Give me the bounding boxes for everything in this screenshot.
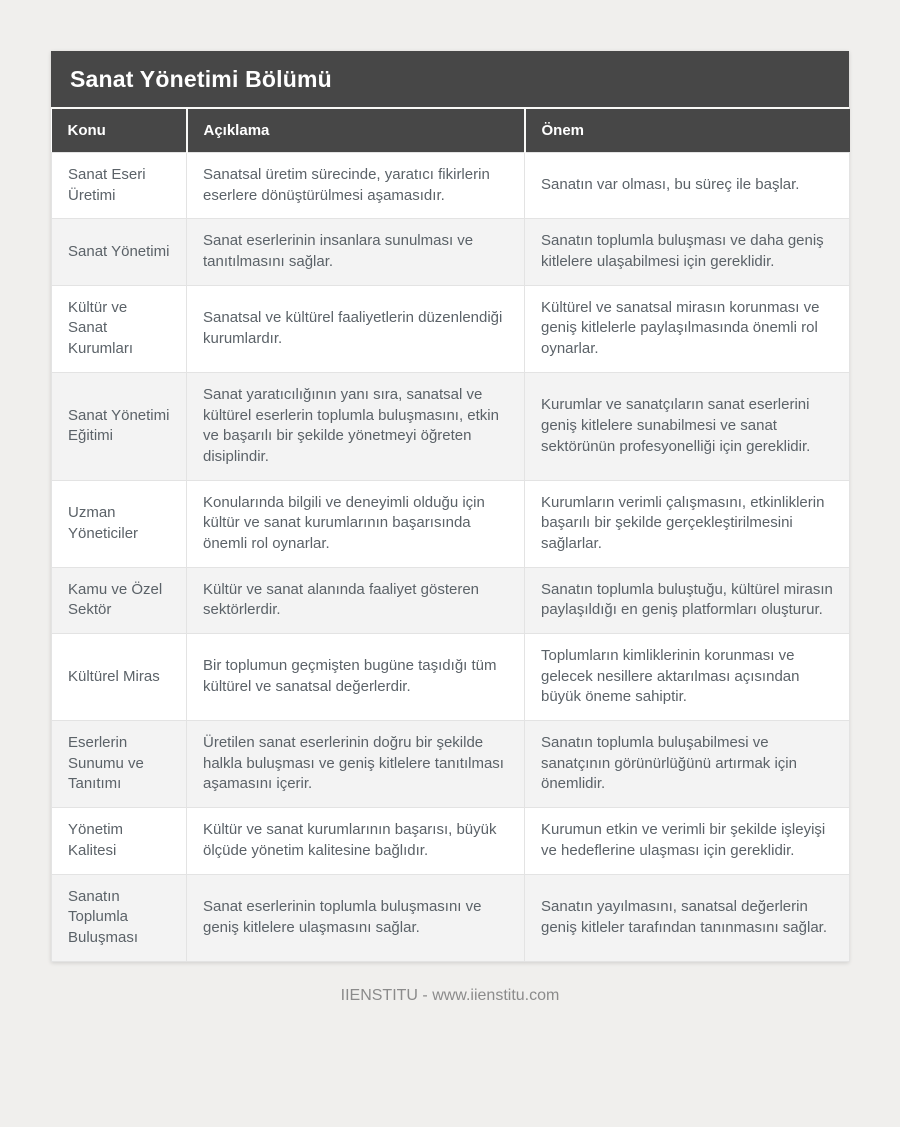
cell-aciklama: Kültür ve sanat kurumlarının başarısı, büyük ölçüde yönetim kalitesine bağlıdır. [187,808,525,874]
cell-aciklama: Sanat eserlerinin insanlara sunulması ve tanıtılmasını sağlar. [187,219,525,285]
cell-onem: Kurumun etkin ve verimli bir şekilde işleyişi ve hedeflerine ulaşması için gereklidir. [525,808,850,874]
column-header-konu: Konu [52,109,187,153]
header-row [52,109,850,153]
table-row [52,153,850,219]
topics-table [51,109,850,962]
cell-onem: Toplumların kimliklerinin korunması ve gelecek nesillere aktarılması açısından büyük öneme sahiptir. [525,634,850,721]
cell-konu: Kamu ve Özel Sektör [52,567,187,633]
cell-konu: Kültürel Miras [52,634,187,721]
table-row [52,721,850,808]
cell-aciklama: Sanatsal ve kültürel faaliyetlerin düzenlendiği kurumlardır. [187,285,525,372]
cell-aciklama: Üretilen sanat eserlerinin doğru bir şekilde halkla buluşması ve geniş kitlelere tanıtılması aşamasını içerir. [187,721,525,808]
cell-konu: Kültür ve Sanat Kurumları [52,285,187,372]
cell-konu: Sanatın Toplumla Buluşması [52,874,187,961]
page-title: Sanat Yönetimi Bölümü [51,51,849,109]
cell-onem: Sanatın toplumla buluşması ve daha geniş kitlelere ulaşabilmesi için gereklidir. [525,219,850,285]
cell-onem: Sanatın toplumla buluşabilmesi ve sanatçının görünürlüğünü artırmak için önemlidir. [525,721,850,808]
cell-aciklama: Konularında bilgili ve deneyimli olduğu için kültür ve sanat kurumlarının başarısında önemli rol oynarlar. [187,480,525,567]
cell-aciklama: Sanatsal üretim sürecinde, yaratıcı fikirlerin eserlere dönüştürülmesi aşamasıdır. [187,153,525,219]
cell-onem: Kurumlar ve sanatçıların sanat eserlerini geniş kitlelere sunabilmesi ve sanat sektörünün profesyonelliği için gereklidir. [525,372,850,480]
cell-konu: Uzman Yöneticiler [52,480,187,567]
table-header [52,109,850,153]
table-row [52,372,850,480]
cell-onem: Kurumların verimli çalışmasını, etkinliklerin başarılı bir şekilde gerçekleştirilmesini sağlarlar. [525,480,850,567]
table-row [52,219,850,285]
cell-aciklama: Sanat yaratıcılığının yanı sıra, sanatsal ve kültürel eserlerin toplumla buluşmasını, etkin ve başarılı bir şekilde yönetmeyi öğreten disiplindir. [187,372,525,480]
table-row [52,874,850,961]
column-header-aciklama: Açıklama [187,109,525,153]
cell-konu: Sanat Yönetimi Eğitimi [52,372,187,480]
table-row [52,567,850,633]
cell-konu: Sanat Eseri Üretimi [52,153,187,219]
table-row [52,634,850,721]
table-row [52,480,850,567]
cell-konu: Eserlerin Sunumu ve Tanıtımı [52,721,187,808]
footer-branding: IIENSTITU - www.iienstitu.com [340,986,560,1004]
art-management-table-card [51,51,849,962]
table-row [52,285,850,372]
table-row [52,808,850,874]
cell-onem: Sanatın yayılmasını, sanatsal değerlerin geniş kitleler tarafından tanınmasını sağlar. [525,874,850,961]
cell-konu: Yönetim Kalitesi [52,808,187,874]
cell-aciklama: Sanat eserlerinin toplumla buluşmasını ve geniş kitlelere ulaşmasını sağlar. [187,874,525,961]
cell-konu: Sanat Yönetimi [52,219,187,285]
cell-onem: Sanatın toplumla buluştuğu, kültürel mirasın paylaşıldığı en geniş platformları oluşturur. [525,567,850,633]
cell-onem: Kültürel ve sanatsal mirasın korunması ve geniş kitlelerle paylaşılmasında önemli rol oynarlar. [525,285,850,372]
cell-aciklama: Kültür ve sanat alanında faaliyet gösteren sektörlerdir. [187,567,525,633]
cell-onem: Sanatın var olması, bu süreç ile başlar. [525,153,850,219]
column-header-onem: Önem [525,109,850,153]
table-body [52,153,850,962]
cell-aciklama: Bir toplumun geçmişten bugüne taşıdığı tüm kültürel ve sanatsal değerlerdir. [187,634,525,721]
page [0,51,900,1127]
